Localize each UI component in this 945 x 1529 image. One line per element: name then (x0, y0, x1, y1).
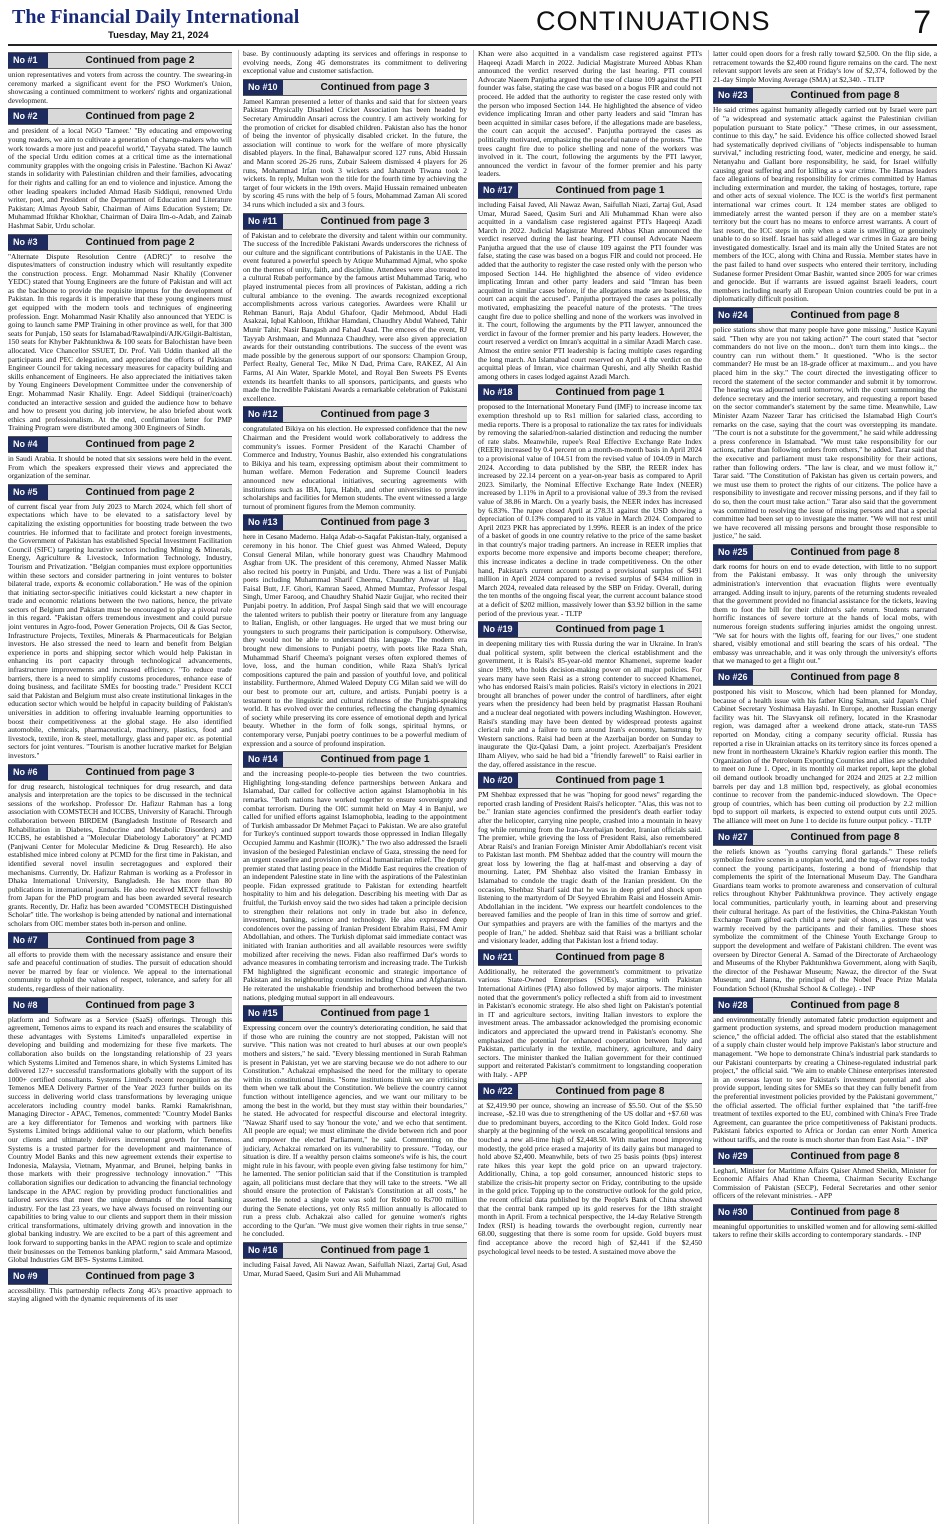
article-continuation (478, 1083, 702, 1257)
article-body-text: here in Cesano Maderno. Halqa Adab-o-Saqafat Pakistan-Italy, organised a ceremony in his honor. The Chief guest was Ahmed Waleed, Deputy Consul General Milan, while honorary guest was Chaudhry Mahmood Asghar from UK. The president of this ceremony, Ahmed Nasser Malik also recited his poetry in Punjabi, and Urdu. There was a list of Punjabi poets including Muhammad Sharif Cheema, Chaudhry Anwar ul Haq, Faisal Butt, J.F. Ghori, Kamran Saeed, Ahmed Mumtaz, Professor Jespal Singh, Umer Farooq, and Chaudhry Shahid Nazir Gujjar, who recited their Punjabi poetry. In addition, Prof Jaspal Singh said that we will encourage the talented writers to publish their poetry or literature from any language to Italian, English, or other languages. He urged that we must bring our youngsters to such programs their participation is compulsory. Otherwise, they would not be able to understand this language. The modern era brought new dimensions to Punjabi poetry, with poets like Raza Shah, Muhammad Sharif Cheema's poignant verses often explored themes of love, loss, and the human condition, while Raza Shah's lyrical compositions captured the pain and passion of youthful love, and political instability. Furthermore, Ahmed Waleed Deputy CG Milan said we will do our best to promote our art, culture, and artists. Punjabi poetry is a testament to the linguistic and cultural richness of the Punjabi-speaking world. It has evolved over the centuries, reflecting the changing dynamics of society while preserving its core essence of emotional depth and lyrical beauty. Whether in the form of folk songs, spiritual hymns, or contemporary verse, Punjabi poetry continues to be a powerful medium of expression and a source of profound inspiration. (243, 532, 467, 748)
continuation-header (713, 1148, 937, 1165)
masthead (8, 4, 937, 44)
article-body-text: and environmentally friendly automated fabric production equipment and garment production systems, and spread modern production management science," the official added. The official also stated that the establishment of a supply chain cluster would help improve Pakistan's labor structure and management. "We hope to demonstrate China's industrial park standards to our Pakistani counterparts by creating a Chinese-regulated industrial park project," the official said. "We aim to enable Chinese enterprises interested in an overseas layout to see Pakistan's investment potential and also provide support, lending sites for SMEs so that they can fully benefit from the preferential investment policies provided by the Pakistani government," the official asserted. The official further explained that "the tariff-free treatment of textiles exported to the EU, combined with China's Free Trade Agreement, can guarantee the price competitiveness of Pakistani products. Pakistani fabrics exported to Africa or Jordan can enter North America without tariffs, and the route is much shorter than from East Asia." - INP (713, 1014, 937, 1144)
item-number-badge: No #6 (8, 765, 48, 780)
article-continuation (8, 1268, 232, 1304)
continuation-header (8, 1268, 232, 1285)
article-continuation (243, 1005, 467, 1239)
continued-from-label: Continued from page 1 (320, 1008, 430, 1020)
section-title: CONTINUATIONS (536, 6, 771, 36)
article-continuation (243, 50, 467, 76)
article-body-text: Leghari, Minister for Maritime Affairs Qaiser Ahmed Sheikh, Minister for Economic Affairs Ahad Khan Cheema, Chairman Security Exchange Commission of Pakistan (SECP), Federal Secretaries and other senior officers of the relevant ministries. - APP (713, 1165, 937, 1201)
continued-from-label: Continued from page 2 (85, 438, 195, 450)
continued-from-label: Continued from page 1 (555, 387, 665, 399)
article-continuation (8, 108, 232, 230)
item-number-badge: No #5 (8, 485, 48, 500)
article-body-text: He said crimes against humanity allegedly carried out by Israel were part of "a widespread and systematic attack against the Palestinian civilian population pursuant to State policy." "These crimes, in our assessment, continue to this day," he said. Evidence his office collected showed Israel had systematically deprived civilians of "objects indispensable to human survival," including restricting food, water, medicine and energy, he said. Netanyahu and Gallant bore responsibility, he said, for Israel wilfully causing great suffering and for killing as a war crime. The Hamas leaders face allegations of bearing responsibility for crimes committed by Hamas including extermination and murder, the taking of hostages, torture, rape and other acts of sexual violence. The ICC is the world's first permanent international war crimes court. It 124 member states are obliged to immediately arrest the wanted person if they are on a member state's territory but the court has no means to enforce arrest warrants. A court of last resort, the ICC steps in only when a state is unwilling or genuinely unable to do so itself. Israel has said alleged war crimes in Gaza are being investigated domestically. Israel and its main ally the United States are not members of the ICC, along with China and Russia. Member states have in the past failed to hand over suspects who entered their territory, including Sudanese former President Omar Bashir, wanted since 2005 for war crimes and genocide. But if warrants are issued against Israeli leaders, court members including nearly all European Union countries could be put in a diplomatically difficult position. (713, 105, 937, 304)
article-continuation (713, 1148, 937, 1201)
continued-from-label: Continued from page 3 (320, 81, 430, 93)
article-body-text: PM Shehbaz expressed that he was "hoping for good news" regarding the reported crash landing of President Raisi's helicopter. "Alas, this was not to be." Iranian state agencies confirmed the president's death earlier today after the helicopter, carrying nine people, crashed into a mountain in heavy fog while returning from the Iran-Azerbaijan border, Iranian officials said. The premier, while grieving the loss of President Raisi, also remembered Abrar Raisi's and Iranian Foreign Minister Amir Abdollahian's recent visit to Pakistan last month. PM Shehbaz added that the country will mourn the great loss by lowering the flag at half-mast and observing a day of mourning. Later, PM Shehbaz also visited the Iranian Embassy in Islamabad to condole the tragic death of the Iranian president. On the occasion, Shehbaz Sharif said that he was in deep grief and shock upon listening to the martyrdom of Dr Seyyed Ebrahim Raisi and Hossein Amir-Abdollahian in the incident. "We express our heartfelt condolences to the bereaved families and the people of Iran in this time of sorrow and grief. Our sympathies and prayers are with the families of the martyrs and the people of Iran," he added. Shehbaz said that Raisi was a brilliant scholar and visionary leader, adding that Pakistan lost a friend today. (478, 790, 702, 946)
continuation-header (713, 87, 937, 104)
continued-from-label: Continued from page 8 (790, 310, 900, 322)
article-body-text: platform and Software as a Service (SaaS) offerings. Through this agreement, Temenos aims to expand its reach and ensures the scalability of these advantages with Systems Limited's unparalleled expertise in developing and building and modernizing for these five markets. The collaboration also builds on the longstanding relationship of 23 years which Systems Limited and Temenos share, in which Systems Limited has delivered 127+ successful transformations globally with the support of its 1000+ certified consultants. Systems Limited's recent recognition as the Temenos MEA Delivery Partner of the Year 2023 further builds on its success in delivering world class transformations by leveraging unique accelerators including country model banks. Ramki Ramakrishnan, Managing Director - APAC, Temenos, commented: "Country Model Banks are a key differentiator for Temenos and working with partners like Systems Limited brings additional value to our platform, which benefits our clients and ultimately delivers incremental growth for Temenos. Systems is a trusted partner for the development and maintenance of Country Model Banks and this new agreement extends their expertise to Indonesia, Malaysia, Vietnam, Myanmar, and Brunei, helping banks in those markets with their progressive technology innovation." "This collaboration signifies our dedication to advancing the financial technology landscape in the APAC region by providing product functionalities and tailored services that meet the unique demands of the local banking industry. For the last 23 years, we have always focused on reinventing our capabilities to bring value to our clients and support them in their mission critical transformations, ultimately driving growth and innovation in the global banking industry. We are excited to be a part of this agreement and look forward to supporting banks in the APAC region to scale and optimize their businesses on the Temenos banking platform," said Ammara Masood, Global Industries GM BFS- Systems Limited. (8, 1014, 232, 1265)
column-4 (708, 50, 937, 1524)
item-number-badge: No #26 (713, 670, 753, 685)
article-body-text: and the increasing people-to-people ties between the two countries. Highlighting long-standing defence partnerships between Ankara and Islamabad, Dar called for collective action against Islamophobia in his remarks. "Both nations have worked together to ensure sovereignty and combat terrorism. During the OIC summit held on May 4 in Banjul, we called for unified efforts against Islamophobia, leading to the appointment of Turkish ambassador Dr Mehmet Paçaci to Pakistan. We are also grateful for Turkey's continued support towards those oppressed in Indian Illegally Occupied Jammu and Kashmir (IIOJK)." The two also addressed the Israeli invasion of the besieged Palestinian enclave of Gaza, stressing the need for an urgent ceasefire and provision of critical humanitarian relief. The deputy premier stated that lasting peace in the Middle East requires the creation of an independent Palestine state in line with the aspirations of the Palestinian people. Fidan expressed gratitude to Pakistan for extending heartfelt hospitality to him and his delegation. Describing his meeting with Dar as fruitful, the Turkish envoy said the two sides had taken a principle decision to strengthen their relations not only in trade but also in defence, investment, banking, science and technology. He also expressed deep condolences over the passing of Iranian President Ebrahim Raisi, FM Amir Abdollahian, and others. The Turkish diplomat said immediate contact was initiated with Iranian authorities and all available resources were swiftly mobilized after receiving the news. Fidan also reaffirmed Dar's words to advance measures in combating terrorism and increasing trade. The Turkish FM highlighted the significant economic and strategic importance of Pakistan and its neighbouring countries including China and Afghanistan. He reiterated the unshakable friendship and brotherhood between the two nations, pledging mutual support in all endeavours. (243, 769, 467, 1002)
continuation-header (478, 384, 702, 401)
continued-from-label: Continued from page 3 (85, 999, 195, 1011)
article-continuation (478, 50, 702, 179)
continued-from-label: Continued from page 8 (790, 831, 900, 843)
page-number: 7 (913, 4, 931, 40)
continuation-header (8, 436, 232, 453)
article-body-text: in deepening military ties with Russia during the war in Ukraine. In Iran's dual political system, split between the clerical establishment and the government, it is Raisi's 85-year-old mentor Khamenei, supreme leader since 1989, who holds decision-making power on all major policies. For years many have seen Raisi as a strong contender to succeed Khamenei, who has endorsed Raisi's main policies. Raisi's victory in elections in 2021 brought all branches of power under the control of hardliners, after eight years when the presidency had been held by pragmatist Hassan Rouhani and a nuclear deal negotiated with powers including Washington. However, Raisi's standing may have been dented by widespread protests against clerical rule and a failure to turn around Iran's economy, hamstrung by Western sanctions. Raisi had been at the Azerbaijan border on Sunday to inaugurate the Qiz-Qalasi Dam, a joint project. Azerbaijan's President Ilham Aliyev, who said he had bid a "friendly farewell" to Raisi earlier in the day, offered assistance in the rescue. (478, 639, 702, 769)
article-continuation (8, 484, 232, 761)
article-continuation (478, 949, 702, 1080)
continued-from-label: Continued from page 8 (790, 999, 900, 1011)
article-continuation (8, 436, 232, 481)
item-number-badge: No #13 (243, 515, 283, 530)
continuation-header (243, 1242, 467, 1259)
item-number-badge: No #25 (713, 545, 753, 560)
continued-from-label: Continued from page 2 (85, 55, 195, 66)
item-number-badge: No #27 (713, 830, 753, 845)
article-body-text: "Alternate Dispute Resolution Centre (ADRC)" to resolve the disputes/matters of construction industry which will resultantly expedite the construction process. Engr. Mohammad Nasir Khalily (Convener YEDC) stated that Young Engineers are the future of Pakistan and will act as the backbone to provide the requisite impetus for the development of Pakistan. In this regards it is imperative that these young engineers must get equipped with the modern tools and techniques of engineering profession. Engr. Mohammad Nasir Khalily also announced that YEDC is going to launch same PMP Training in other province as well, for that 300 seats for Punjab, 150 seats for Islamabad/Rawalpindi/AJK/Gilgit-Baltistan, 150 seats for Khyber Pakhtunkhwa & 100 seats for Balochistan have been allocated. Vice Chancellor SSUET, Dr. Prof. Vali Uddin thanked all the participants and PEC delegation, and appreciated the efforts of Pakistan Engineer Council for taking necessary measures for capacity building and skills enhancement of Engineers. He also appreciated the initiatives taken by Young Engineers Development Committee under the convenership of Engr. Mohammad Nasir Khalily. Engr. Adeel Siddiqui (trainer/coach) conducted an interactive session and guided the audience how to behave and how to present you during job interview, he also briefed about work ethics and professionalism. At the end, confirmation letter for PMP Training Program were distributed among 300 Engineers of Sindh. (8, 251, 232, 433)
item-number-badge: No #12 (243, 407, 283, 422)
item-number-badge: No #16 (243, 1243, 283, 1258)
continued-from-label: Continued from page 1 (555, 624, 665, 636)
article-continuation (478, 772, 702, 946)
continued-from-label: Continued from page 8 (790, 1206, 900, 1218)
continuation-header (8, 52, 232, 69)
article-continuation (713, 307, 937, 541)
article-continuation (243, 406, 467, 511)
item-number-badge: No #20 (478, 773, 518, 788)
article-continuation (243, 514, 467, 748)
article-body-text: latter could open doors for a fresh rally toward $2,500. On the flip side, a retracement towards the $2,400 round figure remains on the card. The next relevant support levels are seen at Friday's low of $2,374, followed by the 21-day Simple Moving Average (SMA) at $2,340. - TLTP (713, 50, 937, 84)
article-continuation (713, 50, 937, 84)
article-body-text: Jameel Kamran presented a letter of thanks and said that for sixteen years Pakistan Physically Disabled Cricket Association has been headed by Secretary Amiruddin Ansari across the country. I am actively working for the promotion of cricket for disabled children. Pakistan also has the honor of being the inventor of physically disabled cricket. In the future, the association will continue to work for the welfare of more physically disabled players. In the final, Bahawalpur scored 127 runs, Abid Hussain and Mann scored 26-26 runs, Zubair Saleem dismissed 4 players for 26 runs, Mohammad Irfan took 3 wickets and Jahanzeb Tiwana took 2 wickets. In reply, Multan won the title for the fourth time by achieving the target of four wickets in the 19th overs. Majid Hussain remained unbeaten by scoring 45 runs with the help of 5 fours, Mohammad Zaman Ali scored 34 runs which included a six and 3 fours. (243, 96, 467, 209)
article-body-text: postponed his visit to Moscow, which had been planned for Monday, because of a health issue with his father King Salman, said Japan's Chief Cabinet Secretary Yoshimasa Hayashi. In Europe, another Russian energy facility was hit. The Slavyansk oil refinery, located in the Krasnodar region, was damaged after a weekend drone attack, state-run TASS reported on Monday, citing a company security official. Russia has reported a rise in Ukrainian attacks on its territory since its forces opened a new front in northeastern Ukraine's Kharkiv region earlier this month. The Organization of the Petroleum Exporting Countries and allies are scheduled to meet on June 1. Opec, in its monthly oil market report, kept the global oil demand outlook broadly unchanged for 2024 and 2025 at 2.2 million barrels per day and 1.8 million bpd, respectively, as global economies continue to recover from the pandemic-induced slowdown. The Opec+ group of countries, which has been cutting oil production by 2.2 million bpd to support oil markets, is expected to extend output cuts until 2025. The alliance will meet on June 1 to decide its future output policy. - TLTP (713, 687, 937, 825)
continuation-header (8, 234, 232, 251)
article-continuation (8, 997, 232, 1265)
item-number-badge: No #14 (243, 752, 283, 767)
continued-from-label: Continued from page 3 (320, 215, 430, 227)
article-body-text: at $2,419.90 per ounce, showing an increase of $5.50. Out of the $5.50 increase, -$2.10 was due to strengthening of the US dollar and +$7.60 was due to predominant buyers, according to the Kitco Gold Index. Gold rose sharply at the beginning of the week on escalating geopolitical tensions and touched a new all-time high of $2,448.50. With market mood improving modestly, the gold price erased a majority of its daily gains but managed to hold above $2,400. Meanwhile, bets of two 25 basis points (bps) interest rate hikes this year kept the gold price on an upward trajectory. Additionally, China, a top gold consumer, announced historic steps to stabilize the crisis-hit property sector on Friday, contributing to the upside in the gold price. Topping up to the constructive outlook for the gold price, the recent official data published by the People's Bank of China showed that the central bank ramped up its gold reserves for the 18th straight month in April. From a technical perspective, the 14-day Relative Strength Index (RSI) is heading towards the overbought region, currently near 68.00, suggesting that there is some room for upside. Gold buyers must find acceptance above the record high of $2,441 if the $2,450 psychological level needs to be tested. A sustained move above the (478, 1100, 702, 1256)
continued-from-label: Continued from page 1 (320, 1245, 430, 1257)
continued-from-label: Continued from page 8 (555, 1085, 665, 1097)
item-number-badge: No #22 (478, 1084, 518, 1099)
article-body-text: congratulated Bikiya on his election. He expressed confidence that the new Chairman and the President would work collaboratively to address the community's issues. Former President of the Karachi Chamber of Commerce and Industry, Younus Bashir, also extended his congratulations to Bikiya and his team, expressing optimism about their commitment to human welfare. Memon Federation and Supreme Council leaders announced new educational initiatives, securing agreements with institutions such as IBA, Iqra, Habib, and other universities to provide scholarships and facilities for Memon students. The event witnessed a large turnout of prominent figures from the Memon community. (243, 424, 467, 511)
item-number-badge: No #7 (8, 933, 48, 948)
masthead-rule (8, 44, 937, 46)
continued-from-label: Continued from page 3 (320, 409, 430, 421)
item-number-badge: No #17 (478, 183, 518, 198)
article-continuation (713, 997, 937, 1145)
continuation-header (713, 1204, 937, 1221)
continuation-header (478, 772, 702, 789)
article-body-text: including Faisal Javed, Ali Nawaz Awan, Saifullah Niazi, Zartaj Gul, Asad Umar, Murad Saeed, Qasim Suri and Ali Muhammad (243, 1260, 467, 1278)
continuation-header (243, 1005, 467, 1022)
article-continuation (713, 1204, 937, 1240)
continuation-header (8, 932, 232, 949)
continued-from-label: Continued from page 3 (320, 517, 430, 529)
article-continuation (713, 87, 937, 304)
continuation-header (713, 669, 937, 686)
continuation-header (478, 949, 702, 966)
article-continuation (243, 1242, 467, 1278)
continuation-header (478, 621, 702, 638)
article-continuation (8, 932, 232, 994)
item-number-badge: No #21 (478, 950, 518, 965)
article-continuation (713, 669, 937, 826)
article-body-text: proposed to the International Monetary Fund (IMF) to increase income tax exemption threshold up to Rs1 million for salaried class, according to media reports. There is a proposal to rationalize the tax rates for individuals by removing the salaried/non-salaried distinction and reducing the number of rate slabs. Meanwhile, rupee's Real Effective Exchange Rate Index (REER) increased by 0.4 percent on a month-on-month basis in April 2024 to a provisional value of 104.51 from the revised value of 104.09 in March 2024. According to data published by the SBP, the REER index has increased by 22.14 percent on a year-on-year basis as compared to April 2023. Similarly, the Nominal Effective Exchange Rate Index (NEER) increased by 1.11% in April to a provisional value of 39.3 from the revised value of 38.86 in March. On a yearly basis, the NEER index has increased by 6.83%. The rupee closed April at 278.31 against the USD showing a depreciation of 0.13% compared to its value in March 2024. Compared to April 2023 PKR has appreciated by 1.99%. REER is an index of the price of a basket of goods in one country relative to the price of the same basket in that country's major trading partners. An increase in REER implies that exports become more expensive and imports become cheaper; therefore, this increase indicates a decline in trade competitiveness. On the other hand, Pakistan's current account posted a provisional surplus of $491 million in April 2024 compared to a revised surplus of $434 million in March 2024, revealed data released by the SBP on Friday. Overall, during the ten months of the ongoing fiscal year, the current account balance stood at a deficit of $202 million, massively lower than $3.92 billion in the same period of the previous year. - TLTP (478, 402, 702, 618)
item-number-badge: No #30 (713, 1205, 753, 1220)
article-continuation (8, 234, 232, 433)
item-number-badge: No #4 (8, 437, 48, 452)
continuation-header (478, 182, 702, 199)
continued-from-label: Continued from page 8 (790, 672, 900, 683)
continuation-header (243, 514, 467, 531)
continued-from-label: Continued from page 1 (555, 775, 665, 787)
article-body-text: police stations show that many people have gone missing," Justice Kayani said. "Then why are you not taking action?" The court stated that "sector commanders do not live on the moon... don't turn them into kings... the country can run without them." It questioned. "Who is the sector commander? He must be an 18-grade officer at maximum... and you have placed him in the sky." The court directed the investigating officer to record the statement of the sector commander and submit it by tomorrow. The hearing was adjourned until tomorrow, with the court summoning the defence secretary and the interior secretary, and requesting a report based on the sector commander's statement by the same time. Meanwhile, Law Minister Azam Nazeer Tarar has criticised the Islamabad High Court's remarks on the case, saying that the court was overstepping its mandate. "The court is not a substitute for the government," he said while addressing a press conference in Islamabad. "We must take responsibility for our actions, rather than following orders from others," he added. Tarar said that the executive and parliament must take responsibility for their actions, rather than following orders. "The law is clear, and we must follow it," Tarar said. "The Constitution of Pakistan has given us certain powers, and we must use them to protect the rights of our citizens. The police have a responsibility to investigate and recover missing persons, and if they fail to do so, then the court must take action." Tarar also said that the government was committed to resolving the issue of missing persons and that a special committee had been set up to investigate the matter. "We will not rest until we have recovered all missing persons and brought those responsible to justice," he said. (713, 325, 937, 541)
continued-from-label: Continued from page 8 (555, 951, 665, 963)
article-body-text: union representatives and voters from across the country. The swearing-in ceremony marked a significant event for the PSO Workmen's Union, showcasing a continued commitment to workers' rights and organizational development. (8, 70, 232, 105)
article-body-text: of current fiscal year from July 2023 to March 2024, which fell short of expectations which have to be elevated to a satisfactory level by capitalizing the existing opportunities for boosting trade between the two countries. He informed that to facilitate and protect foreign investments, the Government of Pakistan has established Special Investment Facilitation Council (SIFC) targeting lucrative sectors including Mining & Minerals, Energy, Agriculture & Livestock, Information Technology, Industry, Tourism and Privatization. "Belgian companies must explore opportunities within these sectors and consider partnering in joint ventures to bolster bilateral trade, exports & economic collaboration." He was of the opinion that initiating sector-specific initiatives could kickstart a new chapter in trade and economic relations between the two nations, hence, the private sectors of Belgium and Pakistan must be encouraged to play a pivotal role in this regard. "Pakistan offers tremendous investment and could pursue joint ventures in Agro-food, Power Generation Projects, Oil & Gas Sector, Infrastructure Projects, Textiles, Minerals & Pharmaceuticals for Belgian investors. He also stressed the need to learn and benefit from Belgian experience in ports and shipping sector which would help Pakistan in enhancing its port capacity through technological advancements, infrastructure improvements and increased efficiency. "To reduce trade barriers, there is a need to simplify customs procedures, enhance ease of doing business, and facilitate SMEs for boosting trade." President KCCI said that Pakistan and Belgium must also create institutional linkages in the education sector which would be helpful in capacity building of Pakistan's universities in addition to offering invaluable learning opportunities to boost their competitiveness at the global stage. He also identified automobile, chemicals, pharmaceutical, machinery, plastics, food and livestock, textile, iron & steel, metallurgy, glass and paper etc. as potential sectors for joint ventures. "Tourism is another lucrative market for Belgian investors." (8, 501, 232, 760)
article-continuation (478, 384, 702, 618)
article-continuation (713, 829, 937, 994)
column-2 (238, 50, 467, 1524)
article-continuation (478, 621, 702, 769)
continuation-header (243, 79, 467, 96)
continuation-header (713, 544, 937, 561)
continued-from-label: Continued from page 3 (85, 1270, 195, 1282)
article-continuation (243, 213, 467, 404)
continuation-header (8, 108, 232, 125)
article-continuation (713, 544, 937, 666)
continued-from-label: Continued from page 1 (555, 184, 665, 196)
continued-from-label: Continued from page 2 (85, 236, 195, 248)
continued-from-label: Continued from page 8 (790, 546, 900, 558)
article-continuation (8, 52, 232, 105)
continuation-header (478, 1083, 702, 1100)
continuation-header (713, 829, 937, 846)
article-body-text: base. By continuously adapting its services and offerings in response to evolving needs, Zong 4G demonstrates its commitment to delivering exceptional value and customer satisfaction. (243, 50, 467, 76)
article-body-text: and president of a local NGO 'Tameer.' "By educating and empowering young readers, we aim to cultivate a generation of change-makers who will work towards a more just and peaceful world," Tayyaba stated. The launch of the special Urdu edition comes at a critical time as the international community grapples with the ongoing crisis in Palestine. 'Bachon Ki Awaz' stands in solidarity with Palestinian children and their families, advocating for their rights and calling for an end to violence and injustice. Among the other leading speakers included Ahmad Hasib Siddiqui, renowned Urdu writer, poet, and President of the Department of Education and Literature Pakistan; Almas Ayoub Sabir, Chairman of Aims Education System; Dr. Muhammad Iftikhar Khokhar, Chairman of Daira Ilm-o-Adab, and Zainab Hashmat Sabir, Urdu scholar. (8, 126, 232, 230)
columns-container (8, 50, 937, 1524)
article-body-text: Khan were also acquitted in a vandalism case registered against PTI's Haqeeqi Azadi March in 2022. Judicial Magistrate Mureed Abbas Khan announced the verdict reserved during the last hearing. PTI counsel Advocate Naeem Panjutha argued that the use of clause 109 against the PTI founder was false, stating the case was based on a bogus FIR and could not proceed. He added that the authority to register the case rested only with the person who imposed Section 144. He highlighted the absence of video evidence implicating Imran and other party leaders and said "Imran has been acquitted in similar cases before, if the allegations made are baseless, the court can acquit the accused". Panjutha portrayed the cases as politically motivated, emphasizing the peaceful nature of the protests. "The trees caught fire due to police shelling and none of the workers was involved in it. The court, following the arguments by the PTI lawyer, announced the verdict in favour of the former premier and his party leaders. (478, 50, 702, 179)
continuation-header (243, 406, 467, 423)
item-number-badge: No #1 (8, 53, 48, 68)
column-3 (473, 50, 702, 1524)
item-number-badge: No #8 (8, 998, 48, 1013)
item-number-badge: No #9 (8, 1269, 48, 1284)
article-continuation (243, 79, 467, 210)
item-number-badge: No #10 (243, 80, 283, 95)
item-number-badge: No #18 (478, 385, 518, 400)
continuation-header (243, 751, 467, 768)
article-body-text: for drug research, histological techniques for drug research, and data analysis and interpretation are the topics to be discussed in the technical sessions of the workshop. Professor Dr. Hafizur Rahman has a long association with COMSTECH and ICCBS, University of Karachi. Through collaboration between BIRDEM (Bangladesh Institute of Research and Rehabilitation in Diabetes, Endocrine and Metabolic Disorders) and ICCBS, he established a "Molecular Diabetology Laboratory" at PCMD (Panjwani Center for Molecular Medicine & Drug Research). He also established mice inbred colony at PCMD for the first time in Pakistan, and identified several novel insulin secretagogues and explored their mechanisms. Currently, Dr. Hafizur Rahman is working as a Professor in Dhaka International University, Bangladesh. He has more than 80 publications in international journals. He also received MEXT fellowship from Japan for the PhD program and has been awarded several research grants. Recently, Dr. Hafiz has been awarded "COMSTECH Distinguished Scholar" title. The workshop is being attended by national and international scholars from OIC member states both in-person and online. (8, 781, 232, 929)
continued-from-label: Continued from page 3 (85, 934, 195, 946)
issue-date: Tuesday, May 21, 2024 (108, 30, 209, 41)
item-number-badge: No #11 (243, 214, 283, 229)
continuation-header (8, 764, 232, 781)
item-number-badge: No #24 (713, 308, 753, 323)
article-body-text: dark rooms for hours on end to evade detection, with little to no support from the Pakistani embassy. It was only through the university administration's intervention that evacuation flights were eventually arranged. Adding insult to injury, parents of the returning students revealed that the government provided no financial assistance for the tickets, leaving them to foot the bill for their children's safe return. Students narrated horrific instances of severe torture at the hands of local mobs, with numerous foreign students suffering injuries amidst the ongoing unrest. "We sat for hours with the lights off, fearing for our lives," one student shared, visibly emotional and still bearing the scars of his ordeal. "The embassy was unreachable, and it was only through the university's efforts that we managed to get a flight out." (713, 561, 937, 666)
continuation-header (243, 213, 467, 230)
continuation-header (8, 484, 232, 501)
continued-from-label: Continued from page 8 (790, 90, 900, 102)
continued-from-label: Continued from page 2 (85, 486, 195, 498)
item-number-badge: No #2 (8, 109, 48, 124)
item-number-badge: No #29 (713, 1149, 753, 1164)
item-number-badge: No #28 (713, 998, 753, 1013)
item-number-badge: No #19 (478, 622, 518, 637)
continued-from-label: Continued from page 1 (320, 754, 430, 766)
article-body-text: meaningful opportunities to unskilled women and for allowing semi-skilled takers to refine their skills according to contemporary standards. - INP (713, 1221, 937, 1240)
article-body-text: Expressing concern over the country's deteriorating condition, he said that if those who are ruining the country are not stopped, Pakistan will not survive. "This nation was not created to hurl abuses at our own people's mothers and sisters," he said. "Every blessing mentioned in Surah Rahman is present in Pakistan, yet we are starving because we do not adhere to our Constitution." Achakzai emphasised the need for the military to operate within its constitutional limits. "Some institutions think we are criticising them when we talk about the Constitution. We believe the country cannot function without intelligence agencies, and we want our military to be among the best in the world, but they must stay within their boundaries," he stated. He advocated for respectful discourse and electoral integrity. "Nawaz Sharif used to say 'honour the vote,' and we echo that sentiment. All people are equal; we must eliminate the divide between rich and poor and empower the elected Parliament," he said. Commenting on the judiciary, Achakzai remarked on its vulnerability to pressure. "Today, our situation is dire. If a wealthy person claims someone's wife is his, the court might rule in his favour, with people even giving false testimony for him," he lamented. The senior politician said that if the Constitution is trampled again, all politicians must declare that they will take to the streets. "We all should ensure the protection of Pakistan's Constitution at all costs," he asserted. He noted a single vote was sold for Rs600 to Rs700 million during the Senate elections, yet only Rs5 million annually is allocated to run a press club. Achakzai also called for genuine women's rights according to the Qur'an. "We must give women their rights in true sense," he concluded. (243, 1023, 467, 1239)
article-body-text: all efforts to provide them with the necessary assistance and ensure their safe and peaceful continuation of studies. The pursuit of education should never be marred by fear or violence. We appeal to the international community to uphold the values of respect, tolerance, and safety for all students, regardless of their nationality. (8, 949, 232, 994)
article-continuation (243, 751, 467, 1002)
article-body-text: accessibility. This partnership reflects Zong 4G's proactive approach to staying aligned with the dynamic requirements of its user (8, 1285, 232, 1304)
article-continuation (478, 182, 702, 381)
article-body-text: of Pakistan and to celebrate the diversity and talent within our community. The success of the Incredible Pakistani Awards underscores the richness of our culture and the significant contributions of Pakistanis in the UAE. The event featured a powerful speech by Atique Muhammad Ajmal, who spoke on the themes of unity, faith, and discipline. Attendees were also treated to a cultural Rubab performance by the famous artist Muhammad Tariq, who played instrumental pieces from all provinces of Pakistan, adding a rich cultural ambiance to the evening. The awards recognized exceptional accomplishments across various categories. Awardees were Khalil ur Rehman Banuri, Raja Abdul Ghafoor, Qadir Mehmood, Abdul Hadi Asakzai, Iqbal Kahloon, Iftikhar Hamdani, Chaudhry Abdul Waheed, Tahir Munir Tahir, Nasir Bangash and Fahad Asad. The emcees of the event, RJ Tayyab Arshmaan, and Munnaza Chaudhry, were also given appreciation awards for their outstanding contributions. The success of the event was made possible by the generous support of our sponsors: Champion Group, Perfect Realty, General Tec, Mike N Dad, Prima Care, RAKEZ, Al Ain Farms, Al Ain Water, Sparkle Motel, and Royal Ben Sweets PS Events extends its heartfelt thanks to all sponsors, participants, and guests who made the Incredible Pakistani Awards a remarkable celebration of Pakistani excellence. (243, 230, 467, 403)
continuation-header (8, 997, 232, 1014)
continued-from-label: Continued from page 3 (85, 766, 195, 778)
article-body-text: in Saudi Arabia. It should be noted that six sessions were held in the event. From which the speakers expressed their views and appreciated the organization of the seminar. (8, 453, 232, 481)
column-1 (8, 50, 232, 1524)
continued-from-label: Continued from page 2 (85, 111, 195, 123)
newspaper-title: The Financial Daily International (12, 6, 300, 28)
article-continuation (8, 764, 232, 929)
article-body-text: the reliefs known as "youths carrying floral garlands." These reliefs symbolize festive scenes in a utopian world, and the tug-of-war ropes today connect the young participants, fostering a bond of friendship that complements the spirit of the International Museum Day. The Gandhara Guardians team works to promote awareness and conservation of cultural relics throughout Khyber Pakhtunkhwa province. They actively engage local communities, particularly youth, in learning about and preserving their cultural heritage. As part of the festivities, the China-Pakistan Youth Exchange Team gifted each child a new pair of shoes, a gesture that was warmly received by the participants and their families. These shoes symbolize the commitment of the Chinese Youth Exchange Group to support the development and welfare of Pakistani children. The event was overseen by Director General A. Samad of the Directorate of Archaeology and Museums of the Khyber Pakhtunkhwa Government, along with Saqib, the director of the Peshawar Museum; Nawaz, the director of the Swat Museum; and Hanna, the principal of the Nobel Peace Prize Malala Foundation School (Khushal School & College). - INP (713, 846, 937, 993)
continuation-header (713, 997, 937, 1014)
item-number-badge: No #23 (713, 88, 753, 103)
item-number-badge: No #3 (8, 235, 48, 250)
item-number-badge: No #15 (243, 1006, 283, 1021)
continued-from-label: Continued from page 8 (790, 1150, 900, 1162)
article-body-text: Additionally, he reiterated the government's commitment to privatize various State-Owned Enterprises (SOEs), starting with Pakistan International Airlines (PIA) also followed by major airports. The minister noted that the government's policy reflected a shift from aid to investment in Pakistan's economic strategy. He also shed light on Pakistan's potential in IT and agriculture sectors, inviting Italian investors to explore the investment areas. The ambassador acknowledged the promising economic indicators and appreciated the upward trend in Pakistan's economy. She emphasized the potential for enhanced cooperation between Italy and Pakistan, particularly in the textile, machinery, agriculture, and dairy sectors. The minister thanked the Italian government for their continued support and reiterated Pakistan's commitment to longstanding cooperation with Italy. - APP (478, 966, 702, 1079)
continuation-header (713, 307, 937, 324)
article-body-text: including Faisal Javed, Ali Nawaz Awan, Saifullah Niazi, Zartaj Gul, Asad Umar, Murad Saeed, Qasim Suri and Ali Muhammad Khan were also acquitted in a vandalism case registered against PTI's Haqeeqi Azadi March in 2022. Judicial Magistrate Mureed Abbas Khan announced the verdict reserved during the last hearing. PTI counsel Advocate Naeem Panjutha argued that the use of clause 109 against the PTI founder was false, stating the case was based on a bogus FIR and could not proceed. He added that the authority to register the case rested only with the person who imposed Section 144. He highlighted the absence of video evidence implicating Imran and other party leaders and said "Imran has been acquitted in similar cases before, if the allegations made are baseless, the court can acquit the accused". Panjutha portrayed the cases as politically motivated, emphasizing the peaceful nature of the protests. "The trees caught fire due to police shelling and none of the workers was involved in it. The court, following the arguments by the PTI lawyer, announced the verdict in favour of the former premier and his party leaders. However, the court reserved a verdict on Imran's acquittal in a similar Azadi March case. Almost the entire senior PTI leadership is facing multiple cases regarding the long march. An Islamabad court reserved on April 4 the verdict on the acquittal pleas of Imran, vice chairman Qureshi, and ally Sheikh Rashid among others in cases lodged against Azadi March. (478, 199, 702, 381)
